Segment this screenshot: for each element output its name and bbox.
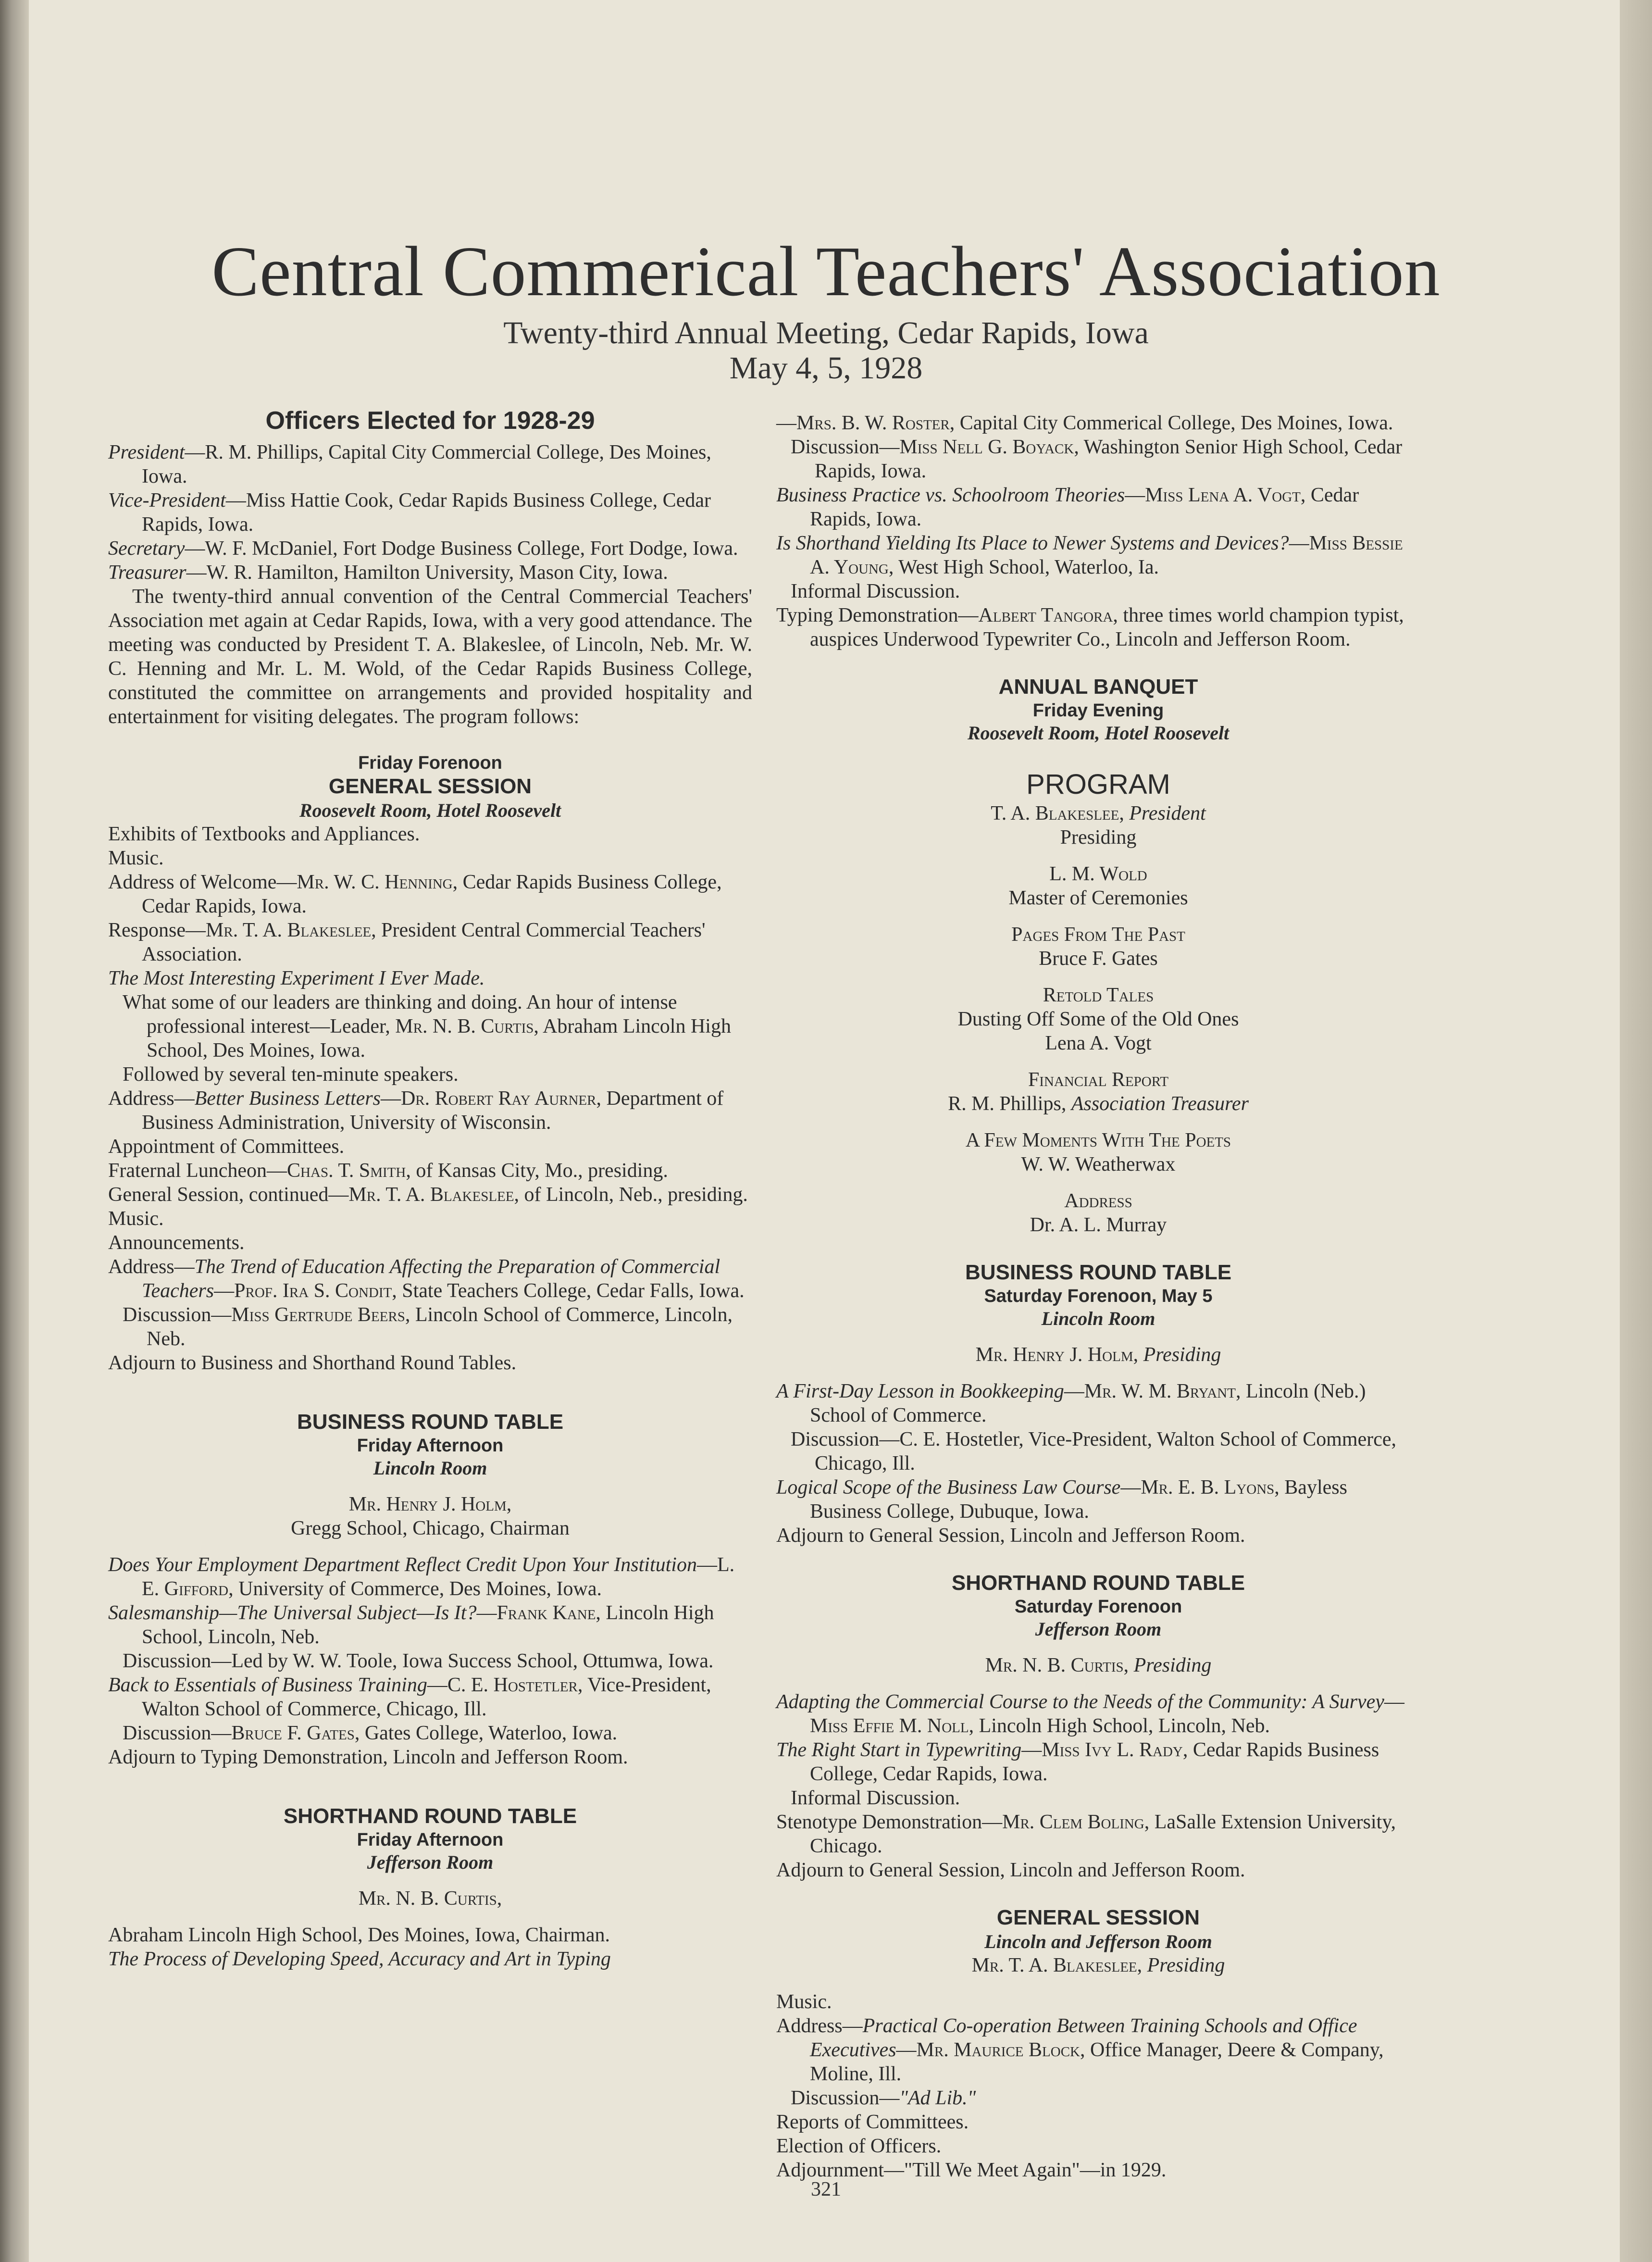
subtitle-meeting: Twenty-third Annual Meeting, Cedar Rapids, Iowa: [503, 315, 1149, 350]
program-item: Logical Scope of the Business Law Course—Mr. E. B. Lyons, Bayless Business College, Dubuque, Iowa.: [776, 1476, 1347, 1523]
program-item: Business Practice vs. Schoolroom Theories—Miss Lena A. Vogt, Cedar Rapids, Iowa.: [776, 484, 1359, 530]
program-item: What some of our leaders are thinking and doing. An hour of intense professional interest—Leader, Mr. N. B. Curtis, Abraham Lincoln High School, Des Moines, Iowa.: [123, 991, 731, 1062]
page-number: 321: [811, 2178, 841, 2200]
shorthand-round-table-time: Saturday Forenoon: [1014, 1597, 1182, 1617]
program-item: Adjourn to General Session, Lincoln and Jefferson Room.: [776, 1525, 1245, 1547]
annual-banquet-time: Friday Evening: [1032, 700, 1164, 721]
business-round-table-location: Lincoln Room: [1041, 1308, 1155, 1329]
program-item: Address—The Trend of Education Affecting the Preparation of Commercial Teachers—Prof. Ira S. Condit, State Teachers College, Cedar Falls, Iowa.: [108, 1256, 745, 1302]
presiding-line: Mr. Henry J. Holm, Presiding: [975, 1344, 1221, 1366]
program-item: —Mrs. B. W. Roster, Capital City Commerical College, Des Moines, Iowa.: [776, 412, 1393, 434]
program-item: Discussion—C. E. Hostetler, Vice-President, Walton School of Commerce, Chicago, Ill.: [791, 1428, 1396, 1475]
program-item: Election of Officers.: [776, 2135, 942, 2157]
general-session-location: Roosevelt Room, Hotel Roosevelt: [299, 800, 561, 821]
officer-vice-president: Vice-President—Miss Hattie Cook, Cedar Rapids Business College, Cedar Rapids, Iowa.: [108, 489, 711, 536]
annual-banquet-location: Roosevelt Room, Hotel Roosevelt: [967, 722, 1230, 744]
program-item: Adjourn to Business and Shorthand Round Tables.: [108, 1352, 517, 1374]
officer-secretary: Secretary—W. F. McDaniel, Fort Dodge Business College, Fort Dodge, Iowa.: [108, 537, 738, 560]
program-line: Pages From The Past: [1011, 924, 1185, 946]
program-item: The Process of Developing Speed, Accuracy and Art in Typing: [108, 1948, 611, 1970]
program-item: Discussion—Led by W. W. Toole, Iowa Success School, Ottumwa, Iowa.: [123, 1650, 714, 1672]
program-item: Music.: [776, 1991, 832, 2013]
general-session-location: Lincoln and Jefferson Room: [984, 1931, 1212, 1952]
program-heading: PROGRAM: [1026, 769, 1170, 800]
program-line: Lena A. Vogt: [1045, 1032, 1152, 1054]
program-item: Discussion—Miss Nell G. Boyack, Washington Senior High School, Cedar Rapids, Iowa.: [791, 436, 1403, 482]
business-round-table-location: Lincoln Room: [373, 1457, 487, 1479]
business-round-table-time: Friday Afternoon: [357, 1436, 504, 1456]
program-item: Typing Demonstration—Albert Tangora, three times world champion typist, auspices Underwood Typewriter Co., Lincoln and Jefferson Room.: [776, 604, 1404, 650]
program-item: Music.: [108, 1208, 164, 1230]
intro-paragraph: The twenty-third annual convention of the Central Commercial Teachers' Association met again at Cedar Rapids, Iowa, with a very good attendance. The meeting was conducted by President T. A. Blakeslee, of Lincoln, Neb. Mr. W. C. Henning and Mr. L. M. Wold, of the Cedar Rapids Business College, constituted the committee on arrangements and provided hospitality and entertainment for visiting delegates. The program follows:: [108, 586, 752, 728]
business-round-table-heading: BUSINESS ROUND TABLE: [297, 1410, 564, 1434]
program-line: A Few Moments With The Poets: [965, 1129, 1231, 1151]
chairman-affiliation: Abraham Lincoln High School, Des Moines, Iowa, Chairman.: [108, 1924, 610, 1946]
program-item: General Session, continued—Mr. T. A. Blakeslee, of Lincoln, Neb., presiding.: [108, 1184, 748, 1206]
program-line: Presiding: [1060, 826, 1137, 849]
program-item: Salesmanship—The Universal Subject—Is It?—Frank Kane, Lincoln High School, Lincoln, Neb.: [108, 1602, 714, 1648]
program-line: Address: [1064, 1190, 1132, 1212]
program-line: T. A. Blakeslee, President: [991, 802, 1206, 825]
program-item: Informal Discussion.: [791, 580, 960, 602]
right-column: [776, 411, 1420, 2182]
program-item: Adjournment—"Till We Meet Again"—in 1929.: [776, 2159, 1167, 2181]
program-item: Address of Welcome—Mr. W. C. Henning, Cedar Rapids Business College, Cedar Rapids, Iowa.: [108, 871, 722, 917]
program-line: Retold Tales: [1043, 984, 1154, 1006]
program-item: Back to Essentials of Business Training—C. E. Hostetler, Vice-President, Walton School of Commerce, Chicago, Ill.: [108, 1674, 711, 1720]
program-item: Stenotype Demonstration—Mr. Clem Boling, LaSalle Extension University, Chicago.: [776, 1811, 1396, 1857]
program-line: Dr. A. L. Murray: [1030, 1214, 1167, 1236]
program-item: Music.: [108, 847, 164, 869]
program-item: Discussion—"Ad Lib.": [791, 2087, 976, 2109]
page-title: Central Commerical Teachers' Association: [211, 232, 1441, 311]
program-line: L. M. Wold: [1049, 863, 1147, 885]
program-line: Bruce F. Gates: [1039, 948, 1158, 970]
program-item: Adjourn to General Session, Lincoln and Jefferson Room.: [776, 1859, 1245, 1881]
program-item: Discussion—Bruce F. Gates, Gates College, Waterloo, Iowa.: [123, 1722, 618, 1744]
officer-treasurer: Treasurer—W. R. Hamilton, Hamilton University, Mason City, Iowa.: [108, 562, 668, 584]
general-session-heading: GENERAL SESSION: [996, 1906, 1200, 1929]
program-item: Appointment of Committees.: [108, 1136, 345, 1158]
program-item: Reports of Committees.: [776, 2111, 969, 2133]
business-round-table-heading: BUSINESS ROUND TABLE: [965, 1261, 1232, 1284]
chairman-name: Mr. N. B. Curtis,: [358, 1887, 502, 1910]
program-line: Financial Report: [1028, 1069, 1169, 1091]
program-item: Followed by several ten-minute speakers.: [123, 1063, 459, 1086]
general-session-heading: GENERAL SESSION: [328, 775, 532, 798]
program-item: Exhibits of Textbooks and Appliances.: [108, 823, 420, 845]
friday-forenoon-heading: Friday Forenoon: [358, 753, 502, 773]
program-line: W. W. Weatherwax: [1021, 1153, 1176, 1175]
program-item: The Right Start in Typewriting—Miss Ivy L. Rady, Cedar Rapids Business College, Cedar Rapids, Iowa.: [776, 1739, 1379, 1785]
shorthand-round-table-location: Jefferson Room: [367, 1851, 494, 1873]
program-line: R. M. Phillips, Association Treasurer: [948, 1093, 1249, 1115]
program-item: The Most Interesting Experiment I Ever Made.: [108, 967, 485, 989]
program-item: Does Your Employment Department Reflect Credit Upon Your Institution—L. E. Gifford, University of Commerce, Des Moines, Iowa.: [108, 1554, 735, 1600]
program-item: Adjourn to Typing Demonstration, Lincoln and Jefferson Room.: [108, 1746, 628, 1768]
program-item: A First-Day Lesson in Bookkeeping—Mr. W. M. Bryant, Lincoln (Neb.) School of Commerce.: [776, 1380, 1366, 1426]
shorthand-round-table-location: Jefferson Room: [1035, 1618, 1162, 1640]
program-item: Response—Mr. T. A. Blakeslee, President Central Commercial Teachers' Association.: [108, 919, 706, 965]
program-item: Informal Discussion.: [791, 1787, 960, 1809]
annual-banquet-heading: ANNUAL BANQUET: [998, 675, 1198, 699]
program-item: Adapting the Commercial Course to the Needs of the Community: A Survey—Miss Effie M. Noll, Lincoln High School, Lincoln, Neb.: [776, 1691, 1404, 1737]
shorthand-round-table-time: Friday Afternoon: [357, 1830, 504, 1850]
officers-heading: Officers Elected for 1928-29: [265, 407, 595, 435]
program-item: Discussion—Miss Gertrude Beers, Lincoln School of Commerce, Lincoln, Neb.: [123, 1304, 733, 1350]
program-line: Dusting Off Some of the Old Ones: [957, 1008, 1239, 1030]
program-item: Address—Better Business Letters—Dr. Robert Ray Aurner, Department of Business Administration, University of Wisconsin.: [108, 1087, 724, 1134]
shorthand-round-table-heading: SHORTHAND ROUND TABLE: [951, 1571, 1245, 1595]
left-column: [108, 404, 752, 1971]
subtitle-date: May 4, 5, 1928: [729, 350, 923, 386]
program-item: Address—Practical Co-operation Between Training Schools and Office Executives—Mr. Maurice Block, Office Manager, Deere & Company, Moline, Ill.: [776, 2015, 1384, 2085]
presiding-line: Mr. N. B. Curtis, Presiding: [985, 1654, 1212, 1676]
officer-president: President—R. M. Phillips, Capital City Commercial College, Des Moines, Iowa.: [108, 441, 711, 487]
chairman-affiliation: Gregg School, Chicago, Chairman: [291, 1517, 570, 1539]
business-round-table-time: Saturday Forenoon, May 5: [984, 1286, 1213, 1306]
program-item: Announcements.: [108, 1232, 245, 1254]
chairman-name: Mr. Henry J. Holm,: [348, 1493, 512, 1515]
program-item: Fraternal Luncheon—Chas. T. Smith, of Kansas City, Mo., presiding.: [108, 1160, 668, 1182]
program-line: Master of Ceremonies: [1008, 887, 1188, 909]
shorthand-round-table-heading: SHORTHAND ROUND TABLE: [283, 1804, 577, 1828]
presiding-line: Mr. T. A. Blakeslee, Presiding: [971, 1954, 1225, 1976]
program-item: Is Shorthand Yielding Its Place to Newer Systems and Devices?—Miss Bessie A. Young, West High School, Waterloo, Ia.: [776, 532, 1403, 578]
